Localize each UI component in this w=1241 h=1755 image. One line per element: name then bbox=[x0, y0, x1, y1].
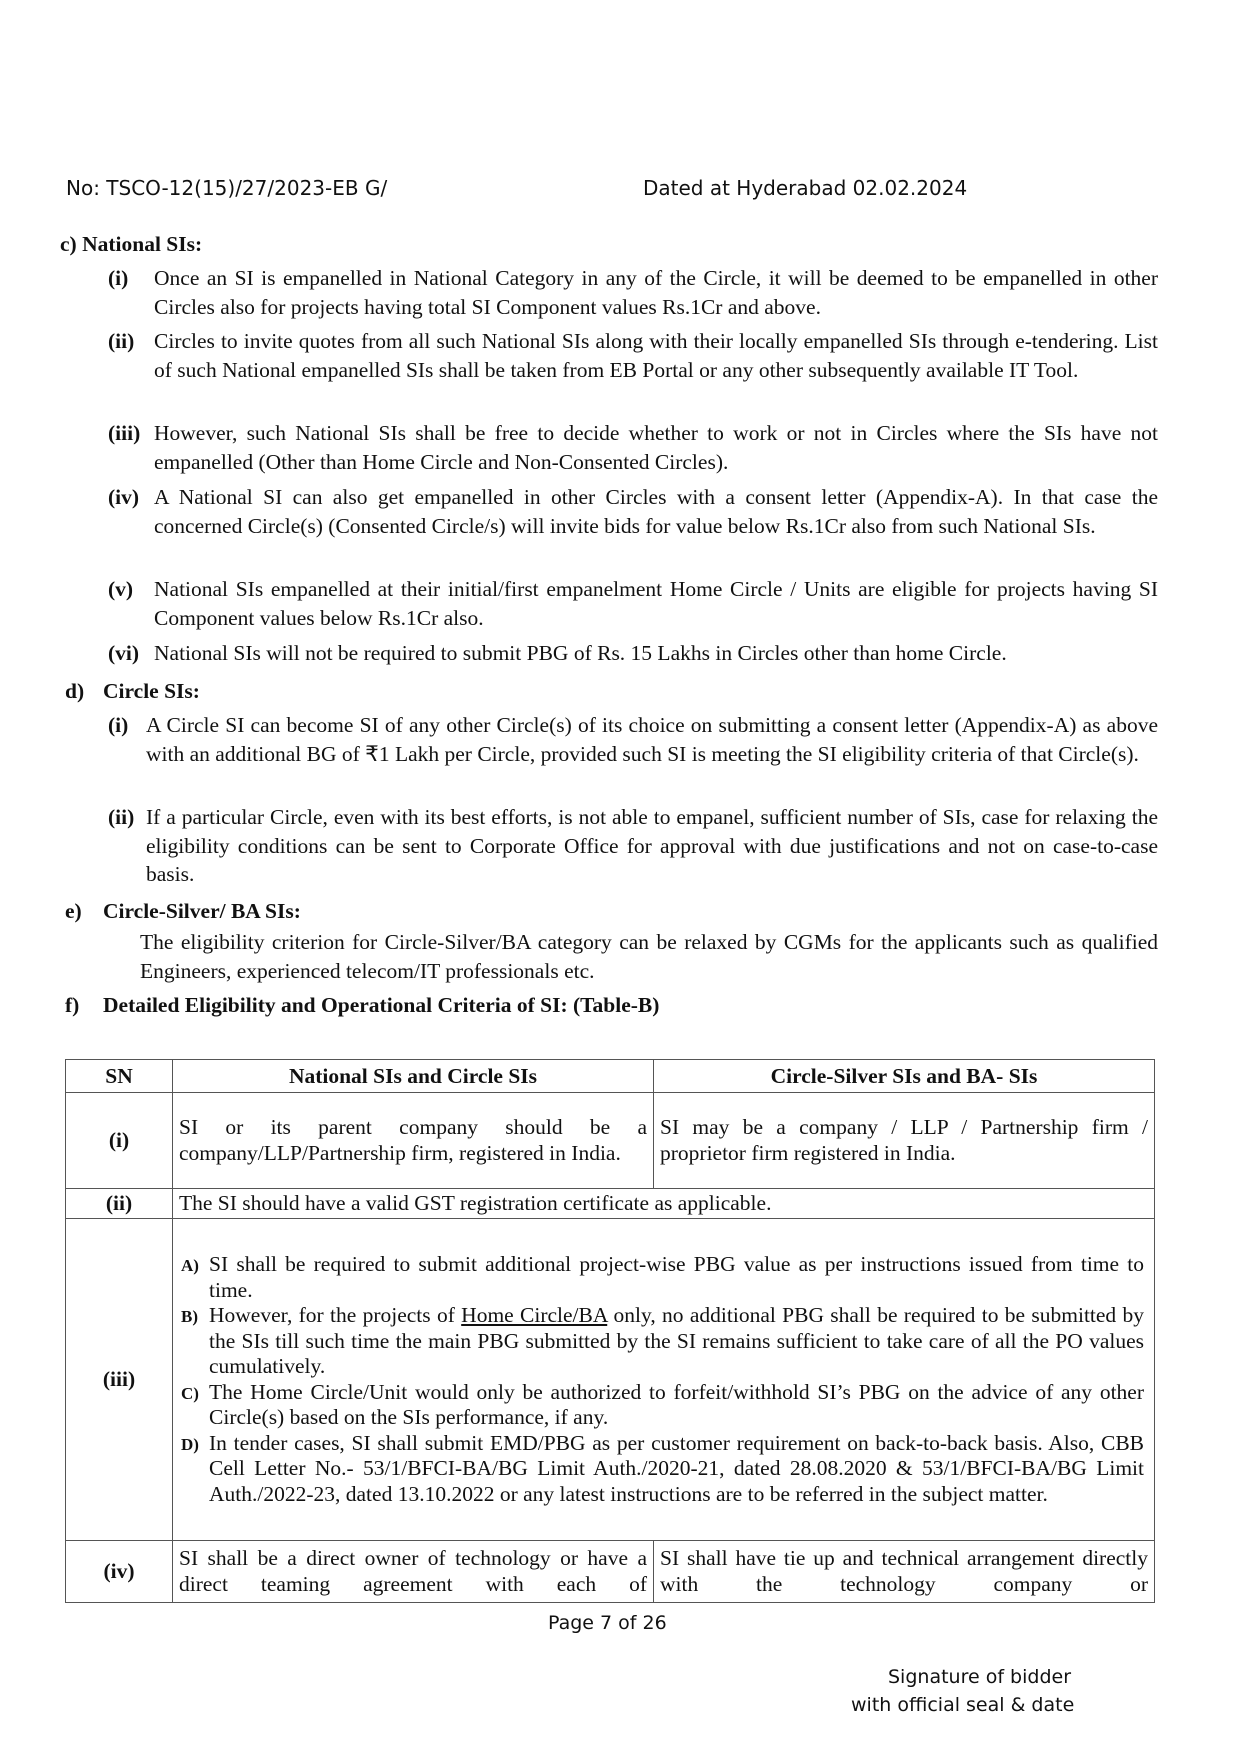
subitem-c bbox=[177, 1380, 1144, 1431]
subitem-b bbox=[177, 1303, 1144, 1380]
section-c-heading: c) National SIs: bbox=[60, 232, 203, 256]
section-c-item-6 bbox=[108, 639, 1158, 668]
item-number: (i) bbox=[108, 266, 129, 290]
subitem-label: C) bbox=[181, 1383, 199, 1403]
item-text: Circles to invite quotes from all such National SIs along with their locally empanelled SIs through e-tendering. List of such National empanelled SIs shall be taken from EB Portal or any other subsequently available IT Tool. bbox=[154, 329, 1158, 382]
signature-label: Signature of bidder bbox=[888, 1666, 1072, 1688]
underlined-home-circle-ba: Home Circle/BA bbox=[461, 1303, 608, 1327]
row-sn: (i) bbox=[66, 1093, 173, 1189]
section-c-item-2 bbox=[108, 327, 1158, 413]
row-sn: (iii) bbox=[66, 1219, 173, 1541]
section-f-letter: f) bbox=[65, 993, 80, 1017]
section-c-item-4 bbox=[108, 483, 1158, 569]
item-number: (iii) bbox=[108, 421, 141, 445]
header-sn: SN bbox=[66, 1060, 173, 1093]
item-text: However, such National SIs shall be free to decide whether to work or not in Circles where the SIs have not empanelled (Other than Home Circle and Non-Consented Circles). bbox=[154, 421, 1158, 474]
table-row bbox=[66, 1189, 1155, 1219]
subitem-text: The Home Circle/Unit would only be authorized to forfeit/withhold SI’s PBG on the advice of any other Circle(s) based on the SIs performance, if any. bbox=[209, 1379, 1144, 1429]
header-national-circle: National SIs and Circle SIs bbox=[173, 1060, 654, 1093]
row-sn: (iv) bbox=[66, 1541, 173, 1603]
cell-silver: SI shall have tie up and technical arrangement directly with the technology company or bbox=[654, 1541, 1155, 1603]
table-header-row bbox=[66, 1060, 1155, 1093]
item-number: (vi) bbox=[108, 641, 140, 665]
header-silver-ba: Circle-Silver SIs and BA- SIs bbox=[654, 1060, 1155, 1093]
item-text: Once an SI is empanelled in National Category in any of the Circle, it will be deemed to be empanelled in other Circles also for projects having total SI Component values Rs.1Cr and above. bbox=[154, 266, 1158, 319]
table-row bbox=[66, 1541, 1155, 1603]
section-f-heading: Detailed Eligibility and Operational Criteria of SI: (Table-B) bbox=[103, 993, 660, 1017]
section-c-item-3 bbox=[108, 419, 1158, 477]
item-text: If a particular Circle, even with its best efforts, is not able to empanel, sufficient number of SIs, case for relaxing the eligibility conditions can be sent to Corporate Office for approval with due justifications and not on case-to-case basis. bbox=[146, 805, 1158, 886]
item-number: (iv) bbox=[108, 485, 140, 509]
subitem-text: SI shall be required to submit additional project-wise PBG value as per instructions issued from time to time. bbox=[209, 1252, 1144, 1302]
table-row bbox=[66, 1219, 1155, 1541]
subitem-text-pre: However, for the projects of bbox=[209, 1303, 462, 1327]
item-number: (ii) bbox=[108, 329, 135, 353]
table-row bbox=[66, 1093, 1155, 1189]
page-number: Page 7 of 26 bbox=[548, 1612, 667, 1634]
cell-common: The SI should have a valid GST registration certificate as applicable. bbox=[173, 1189, 1155, 1219]
section-e-heading: Circle-Silver/ BA SIs: bbox=[103, 899, 301, 923]
subitem-a bbox=[177, 1252, 1144, 1303]
item-text: National SIs empanelled at their initial/first empanelment Home Circle / Units are eligible for projects having SI Component values below Rs.1Cr also. bbox=[154, 577, 1158, 630]
section-c-item-1 bbox=[108, 264, 1158, 322]
section-d-item-1 bbox=[108, 711, 1158, 797]
cell-national: SI shall be a direct owner of technology or have a direct teaming agreement with each of bbox=[173, 1541, 654, 1603]
reference-number: No: TSCO-12(15)/27/2023-EB G/ bbox=[66, 176, 388, 200]
item-number: (i) bbox=[108, 713, 129, 737]
subitem-label: D) bbox=[181, 1434, 199, 1454]
section-d-letter: d) bbox=[65, 679, 85, 703]
subitem-text-post: only, no additional PBG shall be required to be submitted by the SIs till such time the main PBG submitted by the SI remains sufficient to take care of all the PO values cumulatively. bbox=[209, 1303, 1144, 1378]
item-number: (ii) bbox=[108, 805, 135, 829]
section-d-item-2 bbox=[108, 803, 1158, 889]
section-e-paragraph: The eligibility criterion for Circle-Silver/BA category can be relaxed by CGMs for the applicants such as qualified Engineers, experienced telecom/IT professionals etc. bbox=[140, 930, 1158, 983]
eligibility-criteria-table bbox=[65, 1059, 1155, 1603]
subitem-d bbox=[177, 1431, 1144, 1508]
cell-silver: SI may be a company / LLP / Partnership firm / proprietor firm registered in India. bbox=[654, 1093, 1155, 1189]
subitem-text: In tender cases, SI shall submit EMD/PBG as per customer requirement on back-to-back basis. Also, CBB Cell Letter No.- 53/1/BFCI-BA/BG Limit Auth./2020-21, dated 28.08.2020 & 53/1/BFCI-BA/BG Limit Auth./2022-23, dated 13.10.2022 or any latest instructions are to be referred in the subject matter. bbox=[209, 1430, 1144, 1506]
cell-pbg-instructions bbox=[173, 1219, 1155, 1541]
section-d-heading: Circle SIs: bbox=[103, 679, 200, 703]
row-sn: (ii) bbox=[66, 1189, 173, 1219]
item-number: (v) bbox=[108, 577, 134, 601]
section-c-item-5 bbox=[108, 575, 1158, 633]
item-text: National SIs will not be required to submit PBG of Rs. 15 Lakhs in Circles other than home Circle. bbox=[154, 641, 1007, 665]
subitem-label: A) bbox=[181, 1256, 199, 1275]
subitem-label: B) bbox=[181, 1307, 198, 1326]
item-text: A National SI can also get empanelled in other Circles with a consent letter (Appendix-A). In that case the concerned Circle(s) (Consented Circle/s) will invite bids for value below Rs.1Cr also from such National SIs. bbox=[154, 485, 1158, 538]
section-e-letter: e) bbox=[65, 899, 82, 923]
item-text: A Circle SI can become SI of any other Circle(s) of its choice on submitting a consent letter (Appendix-A) as above with an additional BG of ₹1 Lakh per Circle, provided such SI is meeting the SI eligibility criteria of that Circle(s). bbox=[146, 713, 1158, 766]
cell-national: SI or its parent company should be a company/LLP/Partnership firm, registered in India. bbox=[173, 1093, 654, 1189]
signature-seal-date-label: with official seal & date bbox=[851, 1694, 1075, 1716]
dated-text: Dated at Hyderabad 02.02.2024 bbox=[643, 176, 968, 200]
